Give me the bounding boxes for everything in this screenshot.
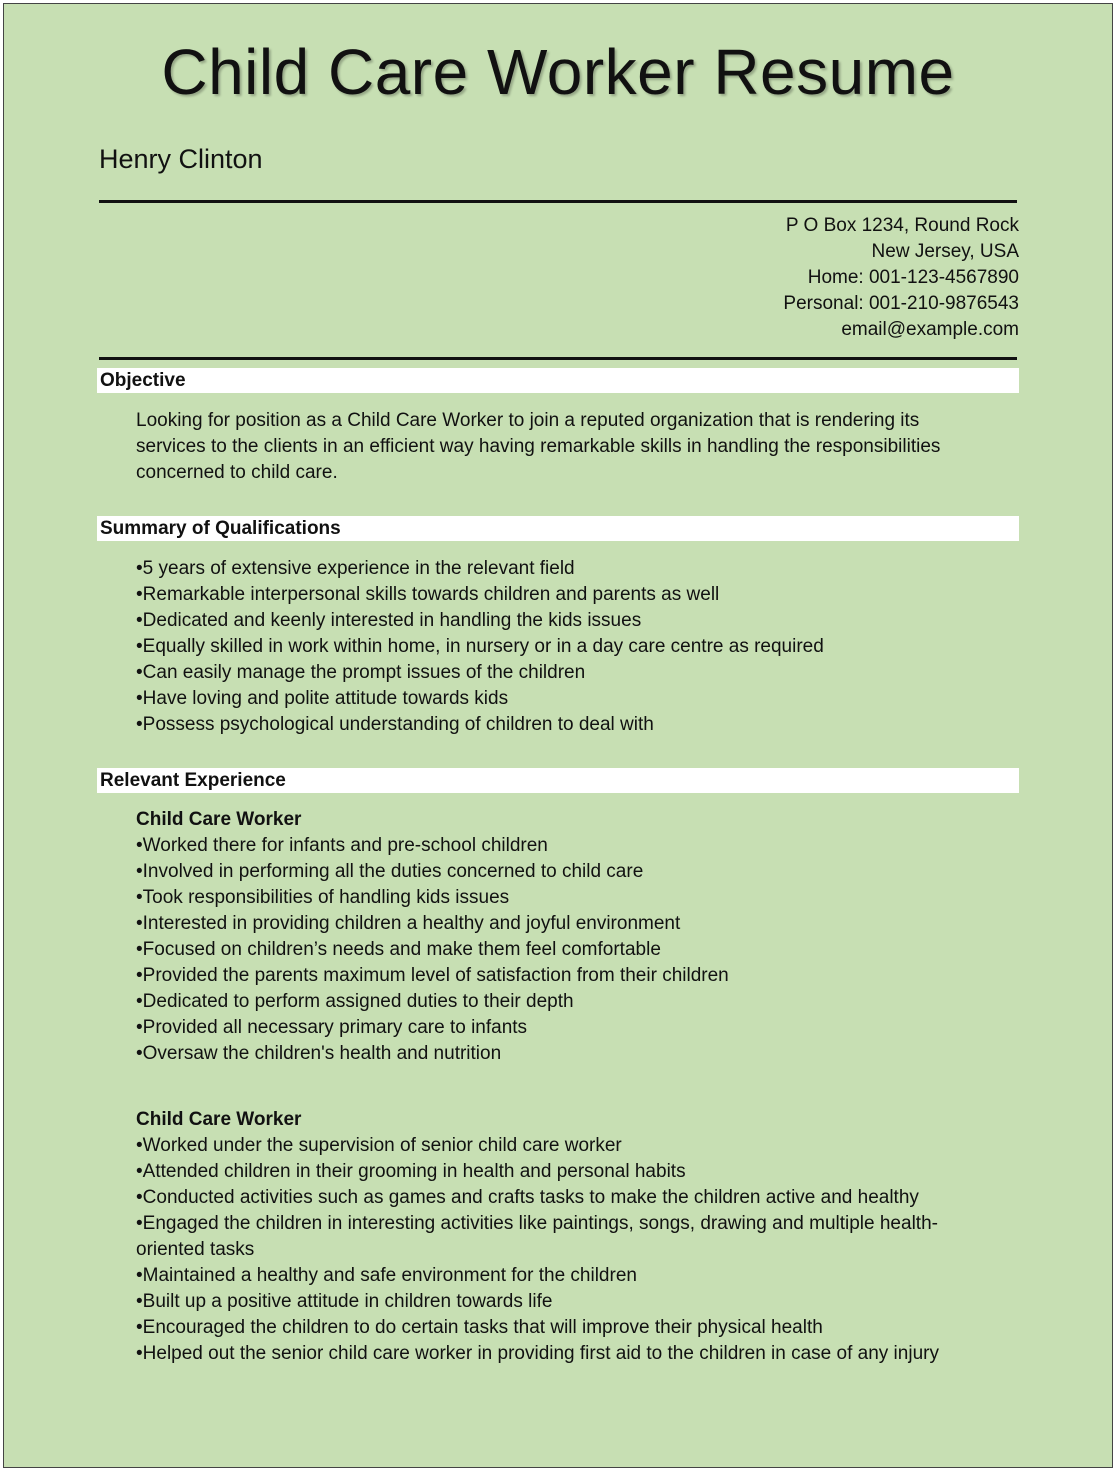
list-item: • Encouraged the children to do certain tasks that will improve their physical health — [136, 1315, 981, 1341]
experience-header — [97, 768, 1019, 793]
list-item: • Worked under the supervision of senior child care worker — [136, 1133, 981, 1159]
list-item: • Provided the parents maximum level of satisfaction from their children — [136, 963, 981, 989]
list-item: • Worked there for infants and pre-school children — [136, 833, 981, 859]
list-item: • Took responsibilities of handling kids issues — [136, 885, 981, 911]
list-item: • Have loving and polite attitude towards kids — [136, 686, 981, 712]
list-item: • Dedicated and keenly interested in handling the kids issues — [136, 608, 981, 634]
summary-header — [97, 516, 1019, 541]
objective-text: Looking for position as a Child Care Worker to join a reputed organization that is rendering its services to the clients in an efficient way having remarkable skills in handling the responsibilities concerned to child care. — [136, 410, 941, 483]
address-line-1: P O Box 1234, Round Rock — [785, 215, 1019, 236]
divider-top — [99, 200, 1017, 203]
list-item: • Possess psychological understanding of children to deal with — [136, 712, 981, 738]
summary-section — [136, 556, 981, 738]
objective-header — [97, 368, 1019, 393]
job-title: Child Care Worker — [136, 1109, 302, 1130]
list-item: • Built up a positive attitude in children towards life — [136, 1289, 981, 1315]
list-item: • Conducted activities such as games and crafts tasks to make the children active and healthy — [136, 1185, 981, 1211]
job-title: Child Care Worker — [136, 809, 302, 830]
list-item: • Dedicated to perform assigned duties to their depth — [136, 989, 981, 1015]
list-item: • Interested in providing children a healthy and joyful environment — [136, 911, 981, 937]
list-item: • Remarkable interpersonal skills towards children and parents as well — [136, 582, 981, 608]
objective-heading: Objective — [100, 370, 186, 391]
list-item: • Attended children in their grooming in health and personal habits — [136, 1159, 981, 1185]
contact-block — [783, 213, 1019, 343]
list-item: • Maintained a healthy and safe environment for the children — [136, 1263, 981, 1289]
list-item: • Involved in performing all the duties concerned to child care — [136, 859, 981, 885]
list-item: • Can easily manage the prompt issues of the children — [136, 660, 981, 686]
resume-page — [3, 3, 1113, 1468]
list-item: • Engaged the children in interesting activities like paintings, songs, drawing and multiple health-oriented tasks — [136, 1211, 981, 1263]
email-address: email@example.com — [841, 319, 1019, 340]
job-duties-list — [136, 833, 981, 1067]
list-item: • Provided all necessary primary care to infants — [136, 1015, 981, 1041]
list-item: • Equally skilled in work within home, in nursery or in a day care centre as required — [136, 634, 981, 660]
divider-bottom — [99, 357, 1017, 360]
address-line-2: New Jersey, USA — [871, 241, 1019, 262]
job-entry — [136, 807, 981, 1067]
list-item: • Oversaw the children's health and nutrition — [136, 1041, 981, 1067]
personal-phone: Personal: 001-210-9876543 — [783, 293, 1019, 314]
list-item: • 5 years of extensive experience in the relevant field — [136, 556, 981, 582]
job-duties-list — [136, 1133, 981, 1367]
resume-title: Child Care Worker Resume — [161, 36, 955, 108]
experience-heading: Relevant Experience — [100, 770, 286, 791]
candidate-name: Henry Clinton — [99, 144, 263, 174]
job-entry — [136, 1107, 981, 1367]
home-phone: Home: 001-123-4567890 — [807, 267, 1019, 288]
list-item: • Focused on children’s needs and make them feel comfortable — [136, 937, 981, 963]
list-item: • Helped out the senior child care worker in providing first aid to the children in case of any injury — [136, 1341, 981, 1367]
summary-list — [136, 556, 981, 738]
summary-heading: Summary of Qualifications — [100, 518, 341, 539]
